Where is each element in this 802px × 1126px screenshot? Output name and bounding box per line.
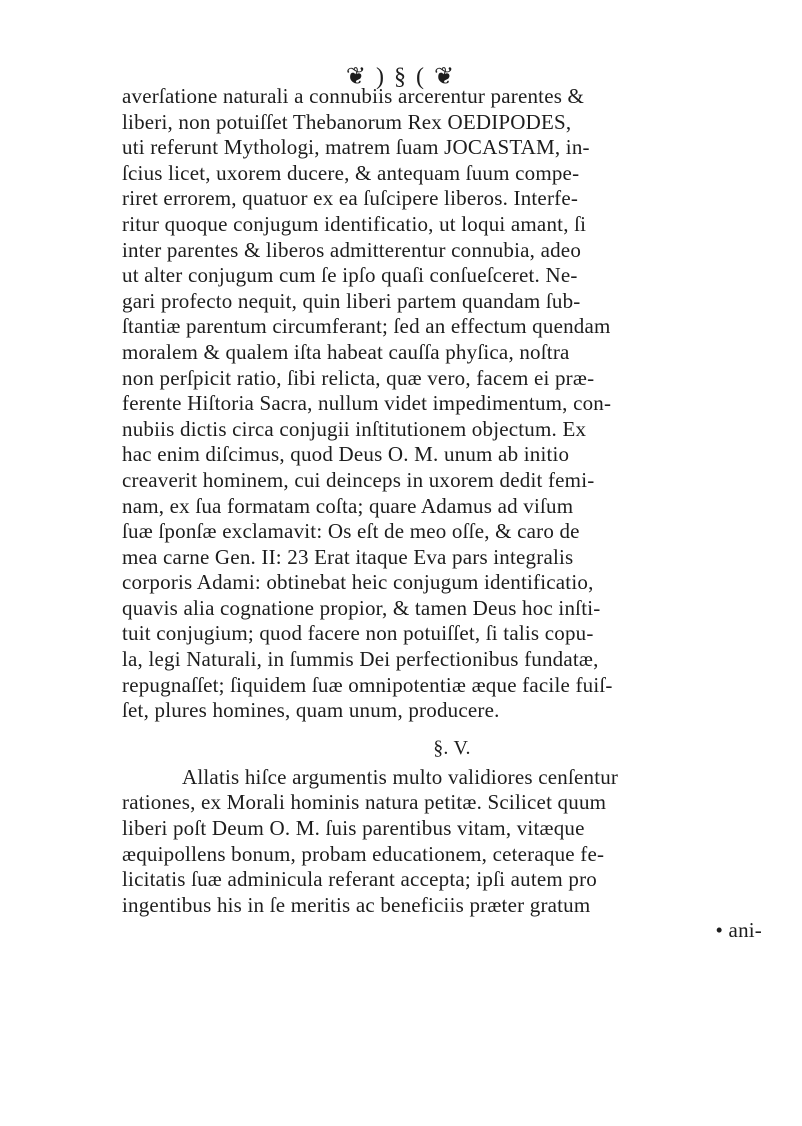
text-line: moralem & qualem iſta habeat cauſſa phyſica, noſtra: [122, 339, 570, 364]
text-line: nubiis dictis circa conjugii inſtitutionem objectum. Ex: [122, 416, 587, 441]
text-line: mea carne Gen. II: 23 Erat itaque Eva pars integralis: [122, 544, 574, 569]
text-line: uti referunt Mythologi, matrem ſuam JOCASTAM, in-: [122, 135, 590, 160]
text-line: hac enim diſcimus, quod Deus O. M. unum ab initio: [122, 442, 570, 467]
text-line: rationes, ex Morali hominis natura petitæ. Scilicet quum: [122, 790, 607, 815]
text-line: ſuæ ſponſæ exclamavit: Os eſt de meo oſſe, & caro de: [122, 519, 580, 544]
text-line: nam, ex ſua formatam coſta; quare Adamus ad viſum: [122, 493, 574, 518]
text-line: ingentibus his in ſe meritis ac beneficiis præter gratum: [122, 892, 591, 917]
page-header-ornament: ❦ ) § ( ❦: [345, 64, 457, 90]
page-text: [122, 84, 782, 944]
text-line: ſcius licet, uxorem ducere, & antequam ſuum compe-: [122, 160, 580, 185]
text-line: creaverit hominem, cui deinceps in uxorem dedit femi-: [122, 467, 595, 492]
text-line: ritur quoque conjugum identificatio, ut loqui amant, ſi: [122, 211, 587, 236]
text-line: Allatis hiſce argumentis multo validiores cenſentur: [182, 764, 619, 789]
catchword: • ani-: [715, 918, 762, 943]
text-line: ſtantiæ parentum circumferant; ſed an effectum quendam: [122, 314, 611, 339]
text-line: riret errorem, quatuor ex ea ſuſcipere liberos. Interfe-: [122, 186, 579, 211]
section-heading: §. V.: [433, 736, 471, 759]
text-line: tuit conjugium; quod facere non potuiſſet, ſi talis copu-: [122, 621, 594, 646]
text-line: liberi, non potuiſſet Thebanorum Rex OEDIPODES,: [122, 109, 572, 134]
text-line: corporis Adami: obtinebat heic conjugum identificatio,: [122, 570, 594, 595]
text-line: non perſpicit ratio, ſibi relicta, quæ vero, facem ei præ-: [122, 365, 595, 390]
text-line: gari profecto nequit, quin liberi partem quandam ſub-: [122, 288, 581, 313]
text-line: quavis alia cognatione propior, & tamen Deus hoc inſti-: [122, 595, 601, 620]
text-line: licitatis ſuæ adminicula referant accepta; ipſi autem pro: [122, 867, 597, 892]
text-line: ſet, plures homines, quam unum, producere.: [122, 698, 500, 723]
text-line: inter parentes & liberos admitterentur connubia, adeo: [122, 237, 582, 262]
text-line: æquipollens bonum, probam educationem, ceteraque fe-: [122, 841, 605, 866]
text-line: ferente Hiſtoria Sacra, nullum videt impedimentum, con-: [122, 391, 612, 416]
text-line: la, legi Naturali, in ſummis Dei perfectionibus fundatæ,: [122, 647, 599, 672]
text-line: averſatione naturali a connubiis arcerentur parentes &: [122, 84, 585, 108]
text-line: ut alter conjugum cum ſe ipſo quaſi conſueſceret. Ne-: [122, 263, 578, 288]
text-line: liberi poſt Deum O. M. ſuis parentibus vitam, vitæque: [122, 816, 585, 841]
text-line: repugnaſſet; ſiquidem ſuæ omnipotentiæ æque facile fuiſ-: [122, 672, 613, 697]
paragraph-2: [122, 765, 782, 944]
paragraph-1: [122, 84, 782, 724]
